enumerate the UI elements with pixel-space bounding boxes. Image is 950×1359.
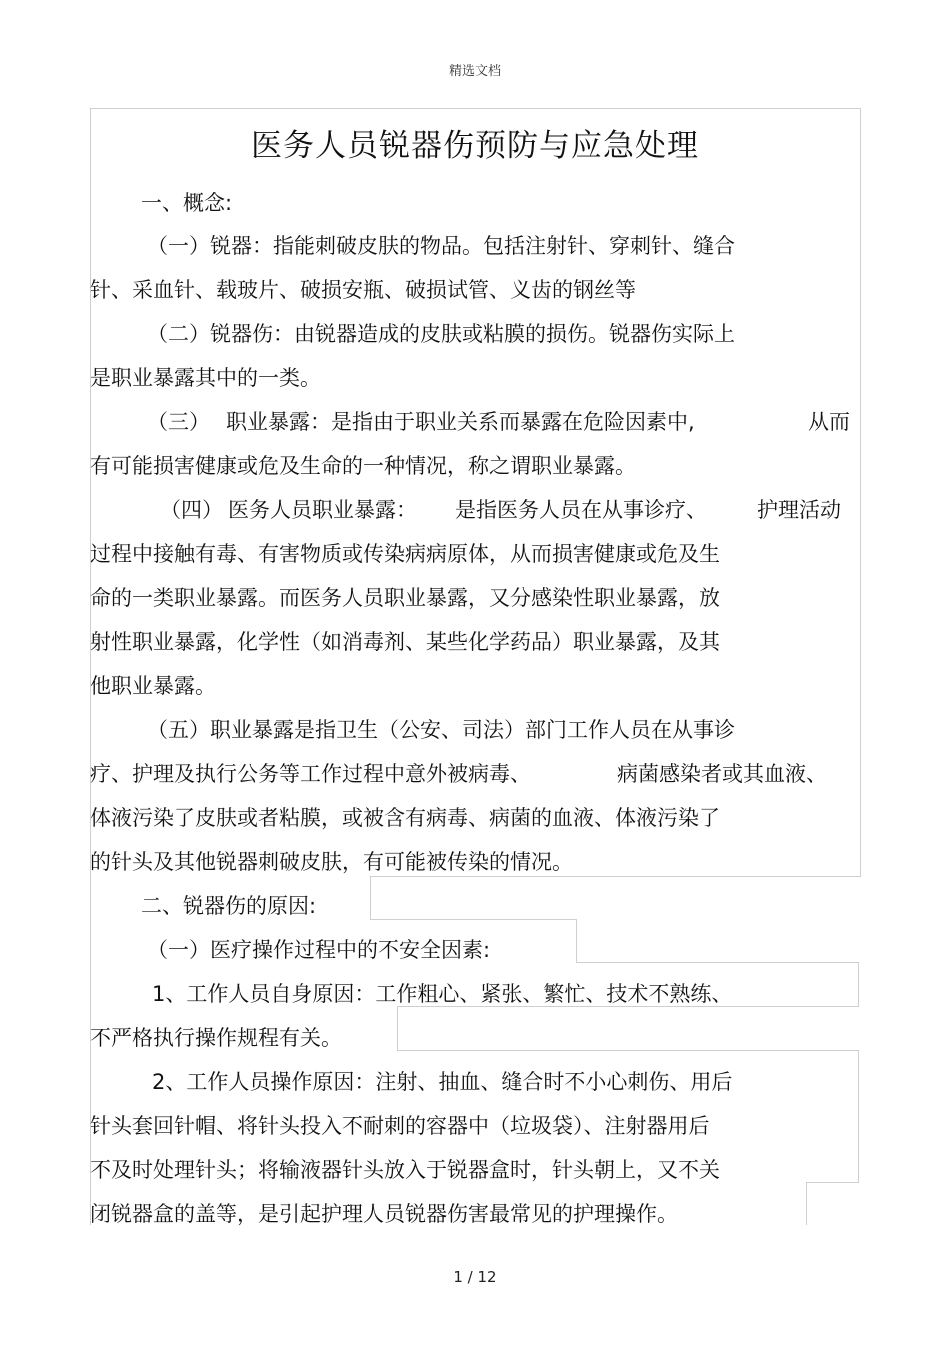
frame-step-horizontal [370, 919, 576, 920]
text-segment: （二）锐器伤：由锐器造成的皮肤或粘膜的损伤。锐器伤实际上 [147, 322, 735, 346]
text-segment: 是指医务人员在从事诊疗、 [455, 498, 707, 522]
document-title: 医务人员锐器伤预防与应急处理 [251, 128, 699, 164]
text-segment: 病菌感染者或其血液、 [617, 762, 827, 786]
frame-step-vertical [576, 919, 577, 962]
text-segment: 针头套回针帽、将针头投入不耐刺的容器中（垃圾袋）、注射器用后 [90, 1114, 710, 1138]
frame-top-border [90, 108, 861, 109]
text-segment: 针、采血针、载玻片、破损安瓶、破损试管、义齿的钢丝等 [90, 278, 636, 302]
text-segment: 一、概念: [141, 191, 233, 215]
text-segment: 闭锐器盒的盖等，是引起护理人员锐器伤害最常见的护理操作。 [90, 1202, 678, 1226]
text-segment: （一）锐器：指能刺破皮肤的物品。包括注射针、穿刺针、缝合 [147, 234, 735, 258]
text-segment: 他职业暴露。 [90, 674, 216, 698]
text-segment: 体液污染了皮肤或者粘膜，或被含有病毒、病菌的血液、体液污染了 [90, 806, 720, 830]
text-segment: 射性职业暴露，化学性（如消毒剂、某些化学药品）职业暴露，及其 [90, 630, 720, 654]
text-segment: 是职业暴露其中的一类。 [90, 366, 321, 390]
text-segment: 职业暴露：是指由于职业关系而暴露在危险因素中, [226, 410, 695, 434]
frame-step-horizontal [397, 1050, 858, 1051]
frame-step-horizontal [806, 1182, 859, 1183]
text-segment: 不及时处理针头；将输液器针头放入于锐器盒时，针头朝上，又不关 [90, 1158, 720, 1182]
text-segment: 不严格执行操作规程有关。 [90, 1026, 342, 1050]
page-header: 精选文档 [448, 64, 501, 79]
page-number: 1 / 12 [453, 1268, 497, 1286]
text-segment: 2、工作人员操作原因：注射、抽血、缝合时不小心刺伤、用后 [152, 1070, 733, 1094]
frame-right-border [860, 108, 861, 876]
text-segment: 疗、护理及执行公务等工作过程中意外被病毒、 [90, 762, 531, 786]
text-segment: （一）医疗操作过程中的不安全因素: [147, 938, 491, 962]
frame-step-vertical [858, 962, 859, 1006]
text-segment: 从而 [808, 410, 850, 434]
text-segment: 过程中接触有毒、有害物质或传染病病原体，从而损害健康或危及生 [90, 542, 720, 566]
text-segment: （四） [160, 498, 223, 522]
text-segment: （五）职业暴露是指卫生（公安、司法）部门工作人员在从事诊 [147, 718, 735, 742]
frame-step-vertical [370, 876, 371, 919]
text-segment: 命的一类职业暴露。而医务人员职业暴露，又分感染性职业暴露，放 [90, 586, 720, 610]
frame-step-horizontal [576, 962, 859, 963]
text-segment: 1、工作人员自身原因：工作粗心、紧张、繁忙、技术不熟练、 [152, 982, 733, 1006]
frame-step-vertical [397, 1006, 398, 1050]
text-segment: 的针头及其他锐器刺破皮肤，有可能被传染的情况。 [90, 850, 573, 874]
frame-step-vertical [858, 1050, 859, 1182]
text-segment: 护理活动 [757, 498, 841, 522]
text-segment: 二、锐器伤的原因: [141, 894, 317, 918]
text-segment: 有可能损害健康或危及生命的一种情况，称之谓职业暴露。 [90, 454, 636, 478]
frame-step-vertical [806, 1182, 807, 1225]
text-segment: 医务人员职业暴露： [228, 498, 417, 522]
text-segment: （三） [147, 410, 210, 434]
